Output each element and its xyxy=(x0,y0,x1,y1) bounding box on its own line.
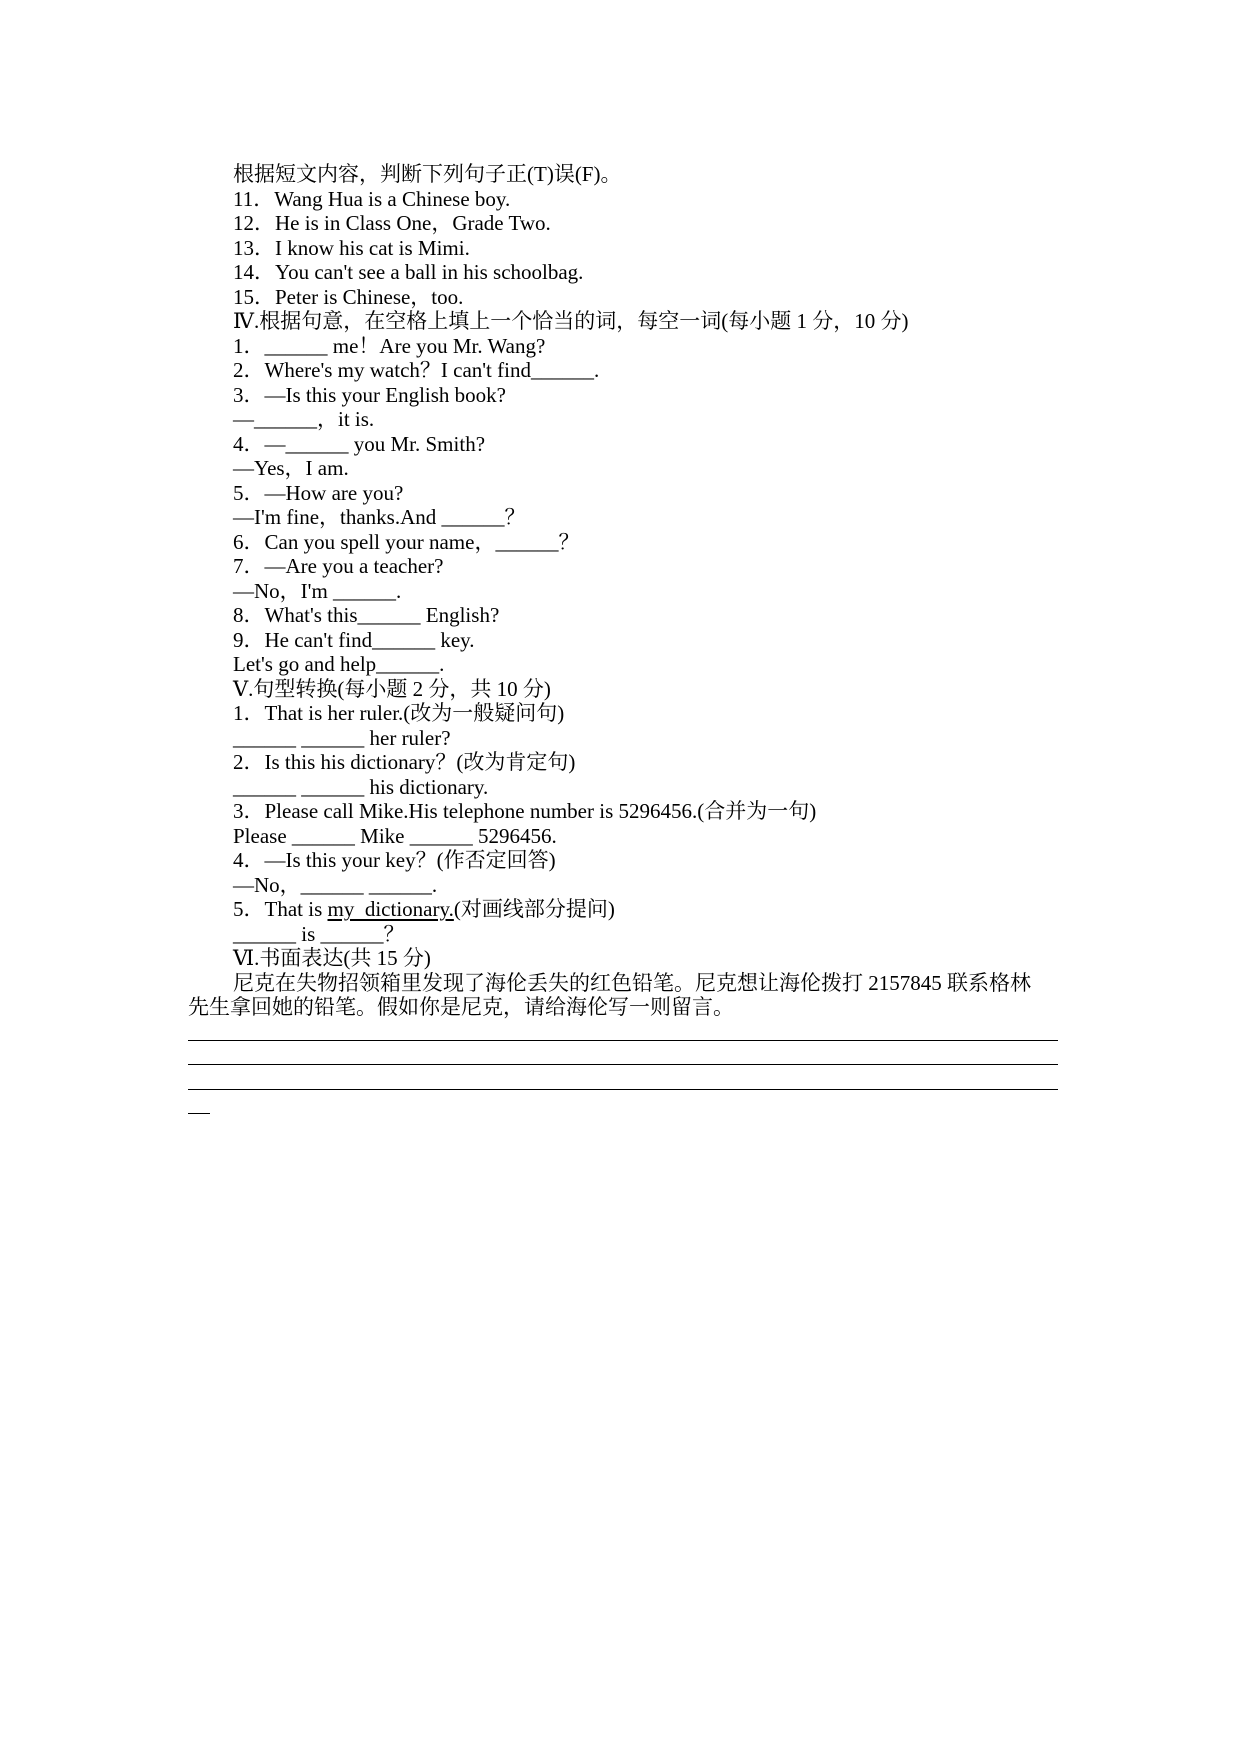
writing-answer-line xyxy=(188,1040,1058,1041)
fill-item-10: Let's go and help______. xyxy=(233,652,445,676)
writing-answer-line xyxy=(188,1064,1058,1065)
transform-item-5 xyxy=(233,897,615,921)
transform-item-4-answer: —No，______ ______. xyxy=(233,873,438,897)
fill-item-4-question: 4．—______ you Mr. Smith? xyxy=(233,432,486,456)
writing-prompt-line-2: 先生拿回她的铅笔。假如你是尼克，请给海伦写一则留言。 xyxy=(188,995,734,1019)
transform-item-1: 1．That is her ruler.(改为一般疑问句) xyxy=(233,701,565,725)
fill-item-2: 2．Where's my watch？I can't find______. xyxy=(233,358,600,382)
fill-item-3-answer: —______，it is. xyxy=(233,407,375,431)
fill-item-1: 1．______ me！Are you Mr. Wang? xyxy=(233,334,546,358)
transform-item-2: 2．Is this his dictionary？(改为肯定句) xyxy=(233,750,576,774)
fill-item-9: 9．He can't find______ key. xyxy=(233,628,475,652)
fill-item-6: 6．Can you spell your name，______？ xyxy=(233,530,580,554)
transform-item-3-answer: Please ______ Mike ______ 5296456. xyxy=(233,824,557,848)
transform-item-1-answer: ______ ______ her ruler? xyxy=(233,726,451,750)
writing-answer-line xyxy=(188,1113,210,1114)
part5-heading: Ⅴ.句型转换(每小题 2 分，共 10 分) xyxy=(233,677,551,701)
transform-item-5-suffix: (对画线部分提问) xyxy=(453,897,615,921)
tf-item-11: 11．Wang Hua is a Chinese boy. xyxy=(233,187,511,211)
fill-item-8: 8．What's this______ English? xyxy=(233,603,500,627)
fill-item-7-answer: —No，I'm ______. xyxy=(233,579,402,603)
tf-item-15: 15．Peter is Chinese，too. xyxy=(233,285,464,309)
writing-answer-line xyxy=(188,1089,1058,1090)
part4-heading: Ⅳ.根据句意，在空格上填上一个恰当的词，每空一词(每小题 1 分，10 分) xyxy=(233,309,909,333)
tf-item-12: 12．He is in Class One，Grade Two. xyxy=(233,211,551,235)
transform-item-5-prefix: 5．That is xyxy=(233,897,328,921)
fill-item-3-question: 3．—Is this your English book? xyxy=(233,383,506,407)
fill-item-7-question: 7．—Are you a teacher? xyxy=(233,554,444,578)
fill-item-5-question: 5．—How are you? xyxy=(233,481,404,505)
part3-instruction: 根据短文内容，判断下列句子正(T)误(F)。 xyxy=(233,162,622,186)
writing-prompt-line-1: 尼克在失物招领箱里发现了海伦丢失的红色铅笔。尼克想让海伦拨打 2157845 联系格林 xyxy=(233,971,1031,995)
transform-item-2-answer: ______ ______ his dictionary. xyxy=(233,775,489,799)
fill-item-4-answer: —Yes，I am. xyxy=(233,456,349,480)
tf-item-14: 14．You can't see a ball in his schoolbag. xyxy=(233,260,584,284)
fill-item-5-answer: —I'm fine，thanks.And ______？ xyxy=(233,505,526,529)
transform-item-5-answer: ______ is ______？ xyxy=(233,922,405,946)
transform-item-3: 3．Please call Mike.His telephone number is 5296456.(合并为一句) xyxy=(233,799,817,823)
tf-item-13: 13．I know his cat is Mimi. xyxy=(233,236,470,260)
transform-item-4: 4．—Is this your key？(作否定回答) xyxy=(233,848,556,872)
underlined-phrase: my dictionary. xyxy=(327,897,454,921)
part6-heading: Ⅵ.书面表达(共 15 分) xyxy=(233,946,431,970)
